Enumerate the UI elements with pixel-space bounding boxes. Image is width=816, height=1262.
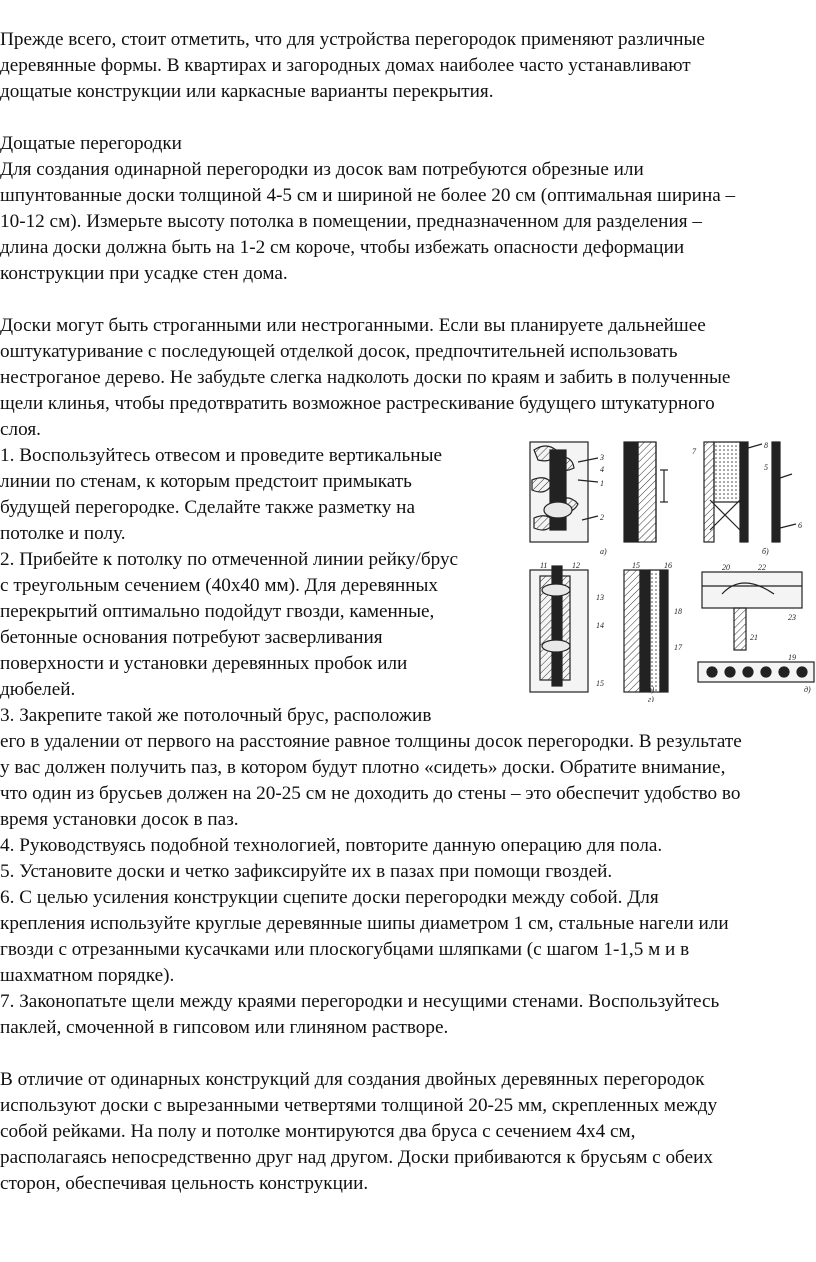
figure-label: 16	[664, 561, 672, 570]
figure-label: г)	[648, 695, 654, 702]
figure-label: а)	[600, 547, 607, 556]
figure-label: 12	[572, 561, 580, 570]
figure-label: 5	[764, 463, 768, 472]
text-line: собой рейками. На полу и потолке монтируются два бруса с сечением 4х4 см,	[0, 1121, 636, 1142]
diagram-a	[530, 442, 598, 542]
text-line: шпунтованные доски толщиной 4-5 см и шириной не более 20 см (оптимальная ширина –	[0, 185, 736, 206]
text-line: В отличие от одинарных конструкций для создания двойных деревянных перегородок	[0, 1069, 705, 1090]
figure-label: 8	[764, 441, 768, 450]
partition-diagram	[526, 440, 816, 702]
text-line: перекрытий оптимально подойдут гвозди, каменные,	[0, 601, 435, 622]
section-heading: Дощатые перегородки	[0, 133, 182, 154]
text-line: используют доски с вырезанными четвертями толщиной 20-25 мм, скрепленных между	[0, 1095, 718, 1116]
text-line: время установки досок в паз.	[0, 809, 239, 830]
text-line: гвозди с отрезанными кусачками или плоскогубцами шляпками (с шагом 1-1,5 м и в	[0, 939, 690, 960]
text-line: что один из брусьев должен на 20-25 см не доходить до стены – это обеспечит удобство во	[0, 783, 741, 804]
list-item: 6. С целью усиления конструкции сцепите доски перегородки между собой. Для	[0, 887, 659, 908]
figure-label: б)	[762, 547, 769, 556]
text-line: паклей, смоченной в гипсовом или глиняном растворе.	[0, 1017, 449, 1038]
text-line: шахматном порядке).	[0, 965, 175, 986]
text-line: 10-12 см). Измерьте высоту потолка в помещении, предназначенном для разделения –	[0, 211, 702, 232]
figure-label: 6	[798, 521, 802, 530]
figure-label: 20	[722, 563, 730, 572]
figure-label: 4	[600, 465, 604, 474]
text-line: конструкции при усадке стен дома.	[0, 263, 288, 284]
figure-label: 3	[600, 453, 604, 462]
list-item: 4. Руководствуясь подобной технологией, повторите данную операцию для пола.	[0, 835, 663, 856]
partition-construction-figure	[526, 440, 816, 702]
figure-label: 2	[600, 513, 604, 522]
text-line: располагаясь непосредственно друг над другом. Доски прибиваются к брусьям с обеих	[0, 1147, 713, 1168]
figure-label: 15	[596, 679, 604, 688]
figure-label: 17	[674, 643, 682, 652]
diagram-d	[530, 566, 588, 692]
text-line: крепления используйте круглые деревянные шипы диаметром 1 см, стальные нагели или	[0, 913, 729, 934]
text-line: линии по стенам, к которым предстоит примыкать	[0, 471, 412, 492]
text-line: слоя.	[0, 419, 41, 440]
text-line: длина доски должна быть на 1-2 см короче, чтобы избежать опасности деформации	[0, 237, 685, 258]
figure-label: д)	[804, 685, 811, 694]
text-line: бетонные основания потребуют засверливания	[0, 627, 383, 648]
text-line: Для создания одинарной перегородки из досок вам потребуются обрезные или	[0, 159, 644, 180]
list-item: 7. Законопатьте щели между краями перегородки и несущими стенами. Воспользуйтесь	[0, 991, 720, 1012]
figure-label: 18	[674, 607, 682, 616]
list-item: 1. Воспользуйтесь отвесом и проведите вертикальные	[0, 445, 442, 466]
text-line: Доски могут быть строганными или нестроганными. Если вы планируете дальнейшее	[0, 315, 706, 336]
text-line: щели клинья, чтобы предотвратить возможное растрескивание будущего штукатурного	[0, 393, 715, 414]
text-line: потолке и полу.	[0, 523, 126, 544]
figure-label: 1	[600, 479, 604, 488]
text-line: нестроганое дерево. Не забудьте слегка надколоть доски по краям и забить в полученные	[0, 367, 731, 388]
text-line: оштукатуривание с последующей отделкой досок, предпочтительней использовать	[0, 341, 678, 362]
figure-label: 19	[788, 653, 796, 662]
text-line: поверхности и установки деревянных пробок или	[0, 653, 408, 674]
figure-label: 11	[540, 561, 548, 570]
figure-label: 21	[750, 633, 758, 642]
diagram-c	[704, 442, 796, 542]
list-item: 5. Установите доски и четко зафиксируйте их в пазах при помощи гвоздей.	[0, 861, 613, 882]
diagram-b	[624, 442, 668, 542]
text-line: сторон, обеспечивая цельность конструкции.	[0, 1173, 369, 1194]
figure-label: 14	[596, 621, 604, 630]
text-line: у вас должен получить паз, в котором будут плотно «сидеть» доски. Обратите внимание,	[0, 757, 726, 778]
diagram-e	[624, 570, 668, 692]
figure-label: 22	[758, 563, 766, 572]
text-line: деревянные формы. В квартирах и загородных домах наиболее часто устанавливают	[0, 55, 691, 76]
text-line: дощатые конструкции или каркасные варианты перекрытия.	[0, 81, 494, 102]
figure-label: 23	[788, 613, 796, 622]
list-item: 3. Закрепите такой же потолочный брус, расположив	[0, 705, 432, 726]
diagram-f	[698, 572, 814, 682]
text-line: с треугольным сечением (40х40 мм). Для деревянных	[0, 575, 439, 596]
text-line: будущей перегородке. Сделайте также разметку на	[0, 497, 415, 518]
text-line: Прежде всего, стоит отметить, что для устройства перегородок применяют различные	[0, 29, 705, 50]
list-item: 2. Прибейте к потолку по отмеченной линии рейку/брус	[0, 549, 459, 570]
text-line: его в удалении от первого на расстояние равное толщины досок перегородки. В результате	[0, 731, 742, 752]
figure-label: 15	[632, 561, 640, 570]
text-line: дюбелей.	[0, 679, 76, 700]
figure-label: в)	[648, 685, 655, 694]
figure-label: 13	[596, 593, 604, 602]
figure-label: 7	[692, 447, 696, 456]
